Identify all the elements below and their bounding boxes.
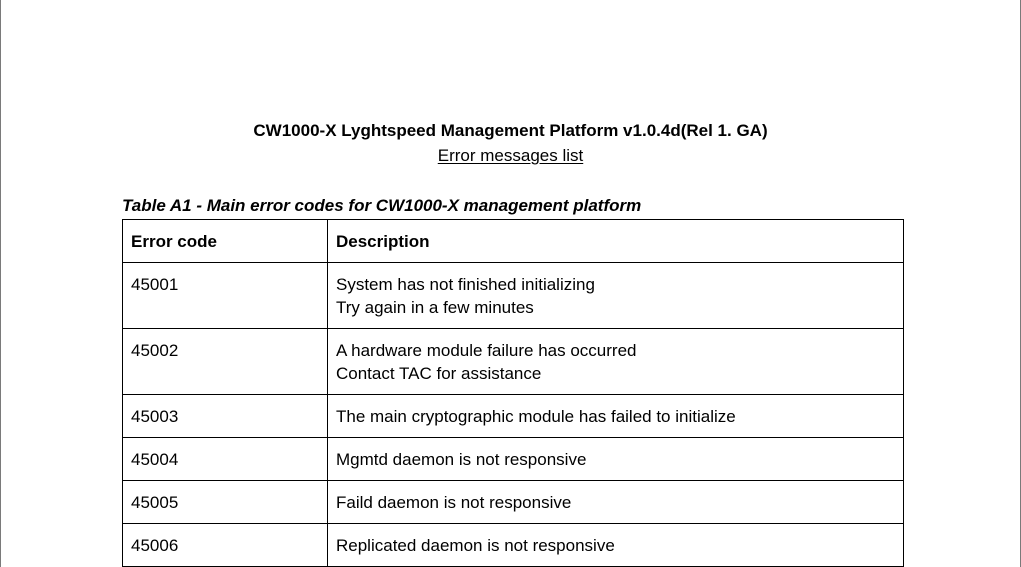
table-row: [123, 524, 904, 567]
header-description: Description: [328, 220, 904, 263]
error-code-cell: 45001: [123, 263, 328, 329]
table-row: [123, 395, 904, 438]
document-title: CW1000-X Lyghtspeed Management Platform v1.0.4d(Rel 1. GA): [253, 121, 768, 140]
table-header-row: [123, 220, 904, 263]
error-codes-table: [122, 219, 904, 567]
error-code-cell: 45003: [123, 395, 328, 438]
document-subtitle: [1, 145, 1020, 167]
description-cell: Faild daemon is not responsive: [328, 481, 904, 524]
table-row: [123, 481, 904, 524]
error-code-cell: 45002: [123, 329, 328, 395]
table-row: [123, 438, 904, 481]
error-code-cell: 45005: [123, 481, 328, 524]
description-line: Try again in a few minutes: [336, 298, 534, 317]
table-row: [123, 329, 904, 395]
description-cell: Replicated daemon is not responsive: [328, 524, 904, 567]
document-subtitle-text: Error messages list: [437, 146, 584, 165]
error-code-cell: 45004: [123, 438, 328, 481]
description-cell: The main cryptographic module has failed to initialize: [328, 395, 904, 438]
description-cell: [328, 263, 904, 329]
description-line: A hardware module failure has occurred: [336, 341, 637, 360]
table-caption: Table A1 - Main error codes for CW1000-X management platform: [122, 196, 642, 215]
description-line: Contact TAC for assistance: [336, 364, 542, 383]
error-code-cell: 45006: [123, 524, 328, 567]
header-error-code: Error code: [123, 220, 328, 263]
table-row: [123, 263, 904, 329]
description-cell: [328, 329, 904, 395]
description-line: System has not finished initializing: [336, 275, 595, 294]
description-cell: Mgmtd daemon is not responsive: [328, 438, 904, 481]
